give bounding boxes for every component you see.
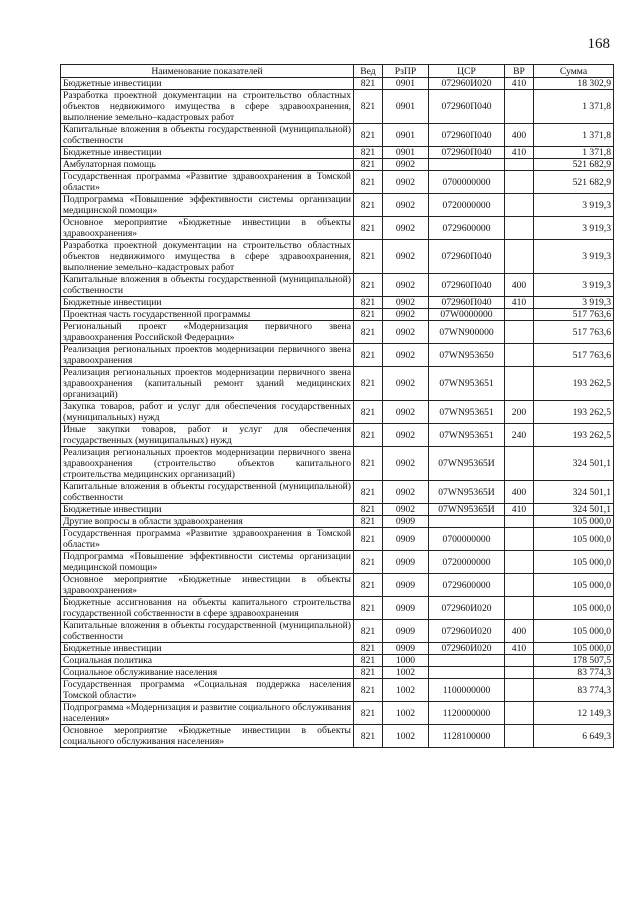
table-row <box>61 516 614 528</box>
row-ved: 821 <box>354 667 383 679</box>
row-vr <box>505 528 534 551</box>
row-name: Основное мероприятие «Бюджетные инвестиции в объекты здравоохранения» <box>61 574 354 597</box>
row-ved: 821 <box>354 309 383 321</box>
row-vr <box>505 725 534 748</box>
row-sum: 105 000,0 <box>534 643 614 655</box>
row-ved: 821 <box>354 679 383 702</box>
row-rzpr: 0909 <box>383 620 429 643</box>
table-row <box>61 124 614 147</box>
row-vr <box>505 194 534 217</box>
row-name: Проектная часть государственной программы <box>61 309 354 321</box>
table-row <box>61 344 614 367</box>
table-row <box>61 620 614 643</box>
row-name: Реализация региональных проектов модернизации первичного звена здравоохранения (капитальный ремонт зданий медицинских организаций) <box>61 367 354 401</box>
row-rzpr: 1002 <box>383 679 429 702</box>
row-name: Бюджетные инвестиции <box>61 147 354 159</box>
row-name: Разработка проектной документации на строительство областных объектов недвижимого имущества в сфере здравоохранения, выполнение земельно–кадастровых работ <box>61 240 354 274</box>
table-row <box>61 504 614 516</box>
row-sum: 3 919,3 <box>534 274 614 297</box>
row-ved: 821 <box>354 725 383 748</box>
row-csr: 1120000000 <box>429 702 505 725</box>
row-vr <box>505 551 534 574</box>
row-name: Бюджетные инвестиции <box>61 78 354 90</box>
table-row <box>61 725 614 748</box>
row-vr: 400 <box>505 124 534 147</box>
row-name: Капитальные вложения в объекты государственной (муниципальной) собственности <box>61 620 354 643</box>
row-csr: 0729600000 <box>429 574 505 597</box>
row-vr <box>505 667 534 679</box>
row-ved: 821 <box>354 344 383 367</box>
row-rzpr: 0909 <box>383 574 429 597</box>
table-row <box>61 297 614 309</box>
row-rzpr: 0902 <box>383 297 429 309</box>
row-vr <box>505 702 534 725</box>
row-sum: 517 763,6 <box>534 309 614 321</box>
row-csr: 07WN95365И <box>429 504 505 516</box>
row-name: Капитальные вложения в объекты государственной (муниципальной) собственности <box>61 481 354 504</box>
row-sum: 324 501,1 <box>534 447 614 481</box>
table-row <box>61 159 614 171</box>
row-ved: 821 <box>354 424 383 447</box>
row-rzpr: 0902 <box>383 321 429 344</box>
row-ved: 821 <box>354 274 383 297</box>
row-name: Государственная программа «Развитие здравоохранения в Томской области» <box>61 171 354 194</box>
row-rzpr: 0902 <box>383 504 429 516</box>
row-vr <box>505 516 534 528</box>
row-ved: 821 <box>354 124 383 147</box>
row-vr: 410 <box>505 643 534 655</box>
table-header-row <box>61 65 614 78</box>
row-sum: 105 000,0 <box>534 516 614 528</box>
row-rzpr: 0902 <box>383 171 429 194</box>
row-ved: 821 <box>354 655 383 667</box>
row-csr: 07WN953651 <box>429 367 505 401</box>
table-row <box>61 171 614 194</box>
row-name: Капитальные вложения в объекты государственной (муниципальной) собственности <box>61 124 354 147</box>
table-row <box>61 481 614 504</box>
row-ved: 821 <box>354 78 383 90</box>
row-sum: 193 262,5 <box>534 367 614 401</box>
row-sum: 3 919,3 <box>534 297 614 309</box>
row-sum: 83 774,3 <box>534 679 614 702</box>
row-rzpr: 0902 <box>383 447 429 481</box>
row-name: Бюджетные инвестиции <box>61 643 354 655</box>
row-ved: 821 <box>354 367 383 401</box>
row-sum: 193 262,5 <box>534 401 614 424</box>
row-name: Основное мероприятие «Бюджетные инвестиции в объекты здравоохранения» <box>61 217 354 240</box>
row-name: Государственная программа «Социальная поддержка населения Томской области» <box>61 679 354 702</box>
row-rzpr: 0902 <box>383 240 429 274</box>
row-rzpr: 0902 <box>383 344 429 367</box>
row-name: Государственная программа «Развитие здравоохранения в Томской области» <box>61 528 354 551</box>
row-vr: 410 <box>505 147 534 159</box>
row-rzpr: 0909 <box>383 643 429 655</box>
table-row <box>61 679 614 702</box>
row-ved: 821 <box>354 194 383 217</box>
row-name: Социальная политика <box>61 655 354 667</box>
table-row <box>61 367 614 401</box>
row-name: Разработка проектной документации на строительство областных объектов недвижимого имущества в сфере здравоохранения, выполнение земельно–кадастровых работ <box>61 90 354 124</box>
row-vr <box>505 344 534 367</box>
row-vr <box>505 574 534 597</box>
row-csr: 072960И020 <box>429 620 505 643</box>
table-row <box>61 702 614 725</box>
row-sum: 324 501,1 <box>534 481 614 504</box>
table-row <box>61 551 614 574</box>
row-rzpr: 0902 <box>383 481 429 504</box>
table-row <box>61 217 614 240</box>
row-rzpr: 0901 <box>383 124 429 147</box>
row-csr: 072960И020 <box>429 78 505 90</box>
row-csr <box>429 159 505 171</box>
row-csr: 072960П040 <box>429 90 505 124</box>
row-sum: 178 507,5 <box>534 655 614 667</box>
row-name: Подпрограмма «Модернизация и развитие социального обслуживания населения» <box>61 702 354 725</box>
row-name: Капитальные вложения в объекты государственной (муниципальной) собственности <box>61 274 354 297</box>
row-name: Закупка товаров, работ и услуг для обеспечения государственных (муниципальных) нужд <box>61 401 354 424</box>
row-name: Иные закупки товаров, работ и услуг для обеспечения государственных (муниципальных) нужд <box>61 424 354 447</box>
row-rzpr: 0909 <box>383 551 429 574</box>
row-csr: 072960П040 <box>429 124 505 147</box>
row-csr: 07WN953651 <box>429 401 505 424</box>
row-sum: 521 682,9 <box>534 159 614 171</box>
row-ved: 821 <box>354 620 383 643</box>
row-rzpr: 0909 <box>383 516 429 528</box>
row-rzpr: 1002 <box>383 667 429 679</box>
row-csr: 0700000000 <box>429 528 505 551</box>
row-csr: 07WN953651 <box>429 424 505 447</box>
row-sum: 1 371,8 <box>534 147 614 159</box>
table-row <box>61 447 614 481</box>
budget-table <box>60 64 614 748</box>
row-ved: 821 <box>354 321 383 344</box>
row-vr <box>505 217 534 240</box>
row-sum: 105 000,0 <box>534 551 614 574</box>
row-vr <box>505 679 534 702</box>
row-sum: 521 682,9 <box>534 171 614 194</box>
row-rzpr: 0902 <box>383 194 429 217</box>
row-csr <box>429 667 505 679</box>
row-ved: 821 <box>354 297 383 309</box>
row-ved: 821 <box>354 702 383 725</box>
row-csr: 07WN95365И <box>429 447 505 481</box>
row-rzpr: 0901 <box>383 147 429 159</box>
row-vr <box>505 367 534 401</box>
row-rzpr: 0909 <box>383 597 429 620</box>
row-ved: 821 <box>354 551 383 574</box>
row-csr: 07WN953650 <box>429 344 505 367</box>
row-csr: 072960И020 <box>429 597 505 620</box>
row-ved: 821 <box>354 643 383 655</box>
row-vr <box>505 240 534 274</box>
row-csr: 1128100000 <box>429 725 505 748</box>
row-vr: 410 <box>505 78 534 90</box>
row-sum: 12 149,3 <box>534 702 614 725</box>
row-sum: 517 763,6 <box>534 321 614 344</box>
row-vr <box>505 171 534 194</box>
row-sum: 324 501,1 <box>534 504 614 516</box>
row-csr: 07W0000000 <box>429 309 505 321</box>
row-vr <box>505 655 534 667</box>
row-vr: 240 <box>505 424 534 447</box>
row-sum: 105 000,0 <box>534 597 614 620</box>
row-csr: 0720000000 <box>429 551 505 574</box>
table-row <box>61 321 614 344</box>
row-rzpr: 0909 <box>383 528 429 551</box>
row-sum: 3 919,3 <box>534 194 614 217</box>
table-row <box>61 90 614 124</box>
row-name: Бюджетные инвестиции <box>61 504 354 516</box>
row-rzpr: 0902 <box>383 309 429 321</box>
row-vr: 410 <box>505 297 534 309</box>
row-csr <box>429 655 505 667</box>
row-name: Бюджетные ассигнования на объекты капитального строительства государственной собственности в сфере здравоохранения <box>61 597 354 620</box>
row-rzpr: 0902 <box>383 401 429 424</box>
row-rzpr: 0902 <box>383 367 429 401</box>
row-ved: 821 <box>354 240 383 274</box>
row-csr: 07WN95365И <box>429 481 505 504</box>
table-row <box>61 194 614 217</box>
row-csr: 0720000000 <box>429 194 505 217</box>
table-row <box>61 147 614 159</box>
table-row <box>61 643 614 655</box>
row-sum: 1 371,8 <box>534 124 614 147</box>
row-rzpr: 0902 <box>383 159 429 171</box>
table-row <box>61 401 614 424</box>
row-csr: 07WN900000 <box>429 321 505 344</box>
row-name: Реализация региональных проектов модернизации первичного звена здравоохранения <box>61 344 354 367</box>
row-sum: 105 000,0 <box>534 620 614 643</box>
row-vr <box>505 321 534 344</box>
row-name: Другие вопросы в области здравоохранения <box>61 516 354 528</box>
row-vr <box>505 447 534 481</box>
row-sum: 3 919,3 <box>534 217 614 240</box>
row-ved: 821 <box>354 504 383 516</box>
row-name: Региональный проект «Модернизация первичного звена здравоохранения Российской Федерации» <box>61 321 354 344</box>
header-vr: ВР <box>505 65 534 78</box>
row-vr <box>505 309 534 321</box>
row-rzpr: 0902 <box>383 217 429 240</box>
row-name: Амбулаторная помощь <box>61 159 354 171</box>
row-sum: 3 919,3 <box>534 240 614 274</box>
table-row <box>61 667 614 679</box>
row-ved: 821 <box>354 401 383 424</box>
table-row <box>61 424 614 447</box>
header-sum: Сумма <box>534 65 614 78</box>
row-rzpr: 0901 <box>383 78 429 90</box>
row-sum: 193 262,5 <box>534 424 614 447</box>
row-ved: 821 <box>354 528 383 551</box>
row-sum: 105 000,0 <box>534 528 614 551</box>
table-row <box>61 240 614 274</box>
row-rzpr: 1002 <box>383 725 429 748</box>
row-csr: 1100000000 <box>429 679 505 702</box>
row-csr: 0700000000 <box>429 171 505 194</box>
row-vr <box>505 597 534 620</box>
table-row <box>61 597 614 620</box>
table-row <box>61 78 614 90</box>
row-vr <box>505 159 534 171</box>
row-ved: 821 <box>354 217 383 240</box>
header-rzpr: РзПР <box>383 65 429 78</box>
row-ved: 821 <box>354 90 383 124</box>
row-ved: 821 <box>354 481 383 504</box>
row-csr <box>429 516 505 528</box>
row-ved: 821 <box>354 147 383 159</box>
row-vr: 200 <box>505 401 534 424</box>
row-rzpr: 1002 <box>383 702 429 725</box>
row-sum: 1 371,8 <box>534 90 614 124</box>
row-ved: 821 <box>354 597 383 620</box>
header-ved: Вед <box>354 65 383 78</box>
row-ved: 821 <box>354 171 383 194</box>
row-sum: 105 000,0 <box>534 574 614 597</box>
header-name: Наименование показателей <box>61 65 354 78</box>
table-body <box>61 78 614 748</box>
row-name: Социальное обслуживание населения <box>61 667 354 679</box>
row-csr: 072960П040 <box>429 297 505 309</box>
row-rzpr: 0902 <box>383 274 429 297</box>
row-rzpr: 1000 <box>383 655 429 667</box>
row-sum: 83 774,3 <box>534 667 614 679</box>
row-name: Подпрограмма «Повышение эффективности системы организации медицинской помощи» <box>61 551 354 574</box>
row-name: Реализация региональных проектов модернизации первичного звена здравоохранения (строительство объектов капитального строительства медицинских организаций) <box>61 447 354 481</box>
row-ved: 821 <box>354 516 383 528</box>
row-rzpr: 0902 <box>383 424 429 447</box>
table-row <box>61 309 614 321</box>
row-vr: 400 <box>505 481 534 504</box>
row-vr: 400 <box>505 620 534 643</box>
row-name: Бюджетные инвестиции <box>61 297 354 309</box>
table-row <box>61 655 614 667</box>
row-csr: 072960И020 <box>429 643 505 655</box>
row-csr: 072960П040 <box>429 240 505 274</box>
header-csr: ЦСР <box>429 65 505 78</box>
page-number: 168 <box>587 36 610 52</box>
row-csr: 072960П040 <box>429 147 505 159</box>
table-row <box>61 574 614 597</box>
row-rzpr: 0901 <box>383 90 429 124</box>
row-vr <box>505 90 534 124</box>
row-ved: 821 <box>354 574 383 597</box>
row-name: Подпрограмма «Повышение эффективности системы организации медицинской помощи» <box>61 194 354 217</box>
row-name: Основное мероприятие «Бюджетные инвестиции в объекты социального обслуживания населения» <box>61 725 354 748</box>
row-csr: 072960П040 <box>429 274 505 297</box>
row-sum: 517 763,6 <box>534 344 614 367</box>
row-csr: 0729600000 <box>429 217 505 240</box>
row-sum: 18 302,9 <box>534 78 614 90</box>
row-ved: 821 <box>354 159 383 171</box>
table-row <box>61 274 614 297</box>
row-vr: 400 <box>505 274 534 297</box>
row-sum: 6 649,3 <box>534 725 614 748</box>
row-ved: 821 <box>354 447 383 481</box>
table-row <box>61 528 614 551</box>
row-vr: 410 <box>505 504 534 516</box>
